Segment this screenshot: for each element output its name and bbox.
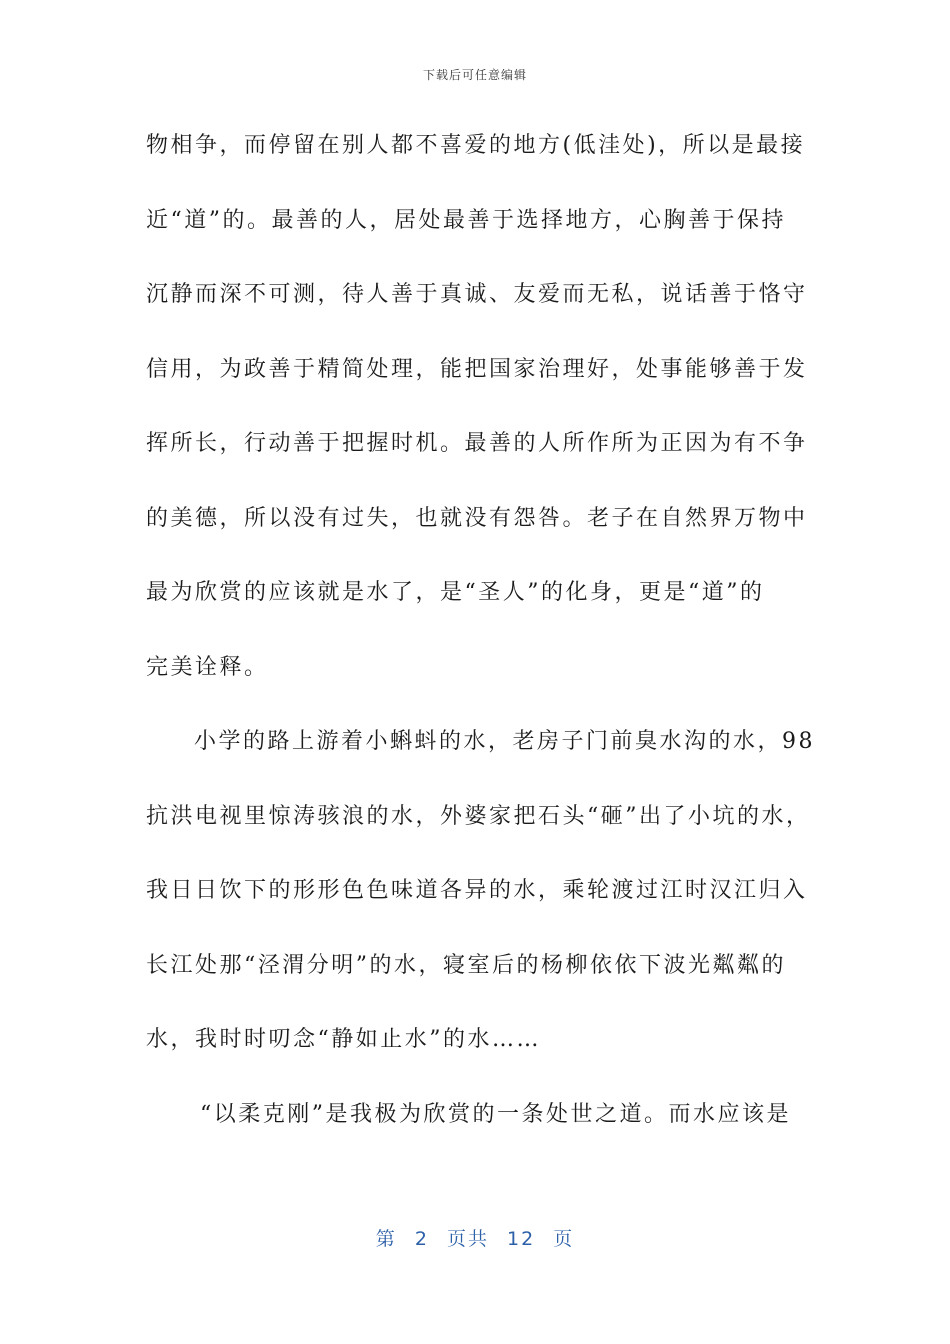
paragraph-start-line: “以柔克刚”是我极为欣赏的一条处世之道。而水应该是 [200, 1101, 791, 1127]
text-line: 完美诠释。 [146, 654, 269, 680]
text-line: 抗洪电视里惊涛骇浪的水，外婆家把石头“砸”出了小坑的水， [146, 803, 811, 829]
text-line: 我日日饮下的形形色色味道各异的水，乘轮渡过江时汉江归入 [146, 878, 808, 903]
text-line: 水，我时时叨念“静如止水”的水…… [146, 1027, 541, 1052]
text-line: 近“道”的。最善的人，居处最善于选择地方，心胸善于保持 [146, 207, 786, 233]
text-line: 挥所长，行动善于把握时机。最善的人所作所为正因为有不争 [146, 431, 808, 456]
text-line: 的美德，所以没有过失，也就没有怨咎。老子在自然界万物中 [146, 505, 808, 531]
text-line: 信用，为政善于精简处理，能把国家治理好，处事能够善于发 [146, 356, 808, 382]
text-line: 长江处那“泾渭分明”的水，寝室后的杨柳依依下波光粼粼的 [146, 952, 786, 978]
text-line: 最为欣赏的应该就是水了，是“圣人”的化身，更是“道”的 [146, 580, 765, 605]
document-body [146, 122, 815, 1165]
text-line: 沉静而深不可测，待人善于真诚、友爱而无私，说话善于恪守 [146, 282, 808, 307]
text-line: 物相争，而停留在别人都不喜爱的地方(低洼处)，所以是最接 [146, 133, 806, 158]
page-header: 下载后可任意编辑 [422, 68, 527, 82]
page-number-footer: 第 2 页共 12 页 [375, 1228, 575, 1250]
paragraph-start-line: 小学的路上游着小蝌蚪的水，老房子门前臭水沟的水，98 [194, 729, 815, 754]
